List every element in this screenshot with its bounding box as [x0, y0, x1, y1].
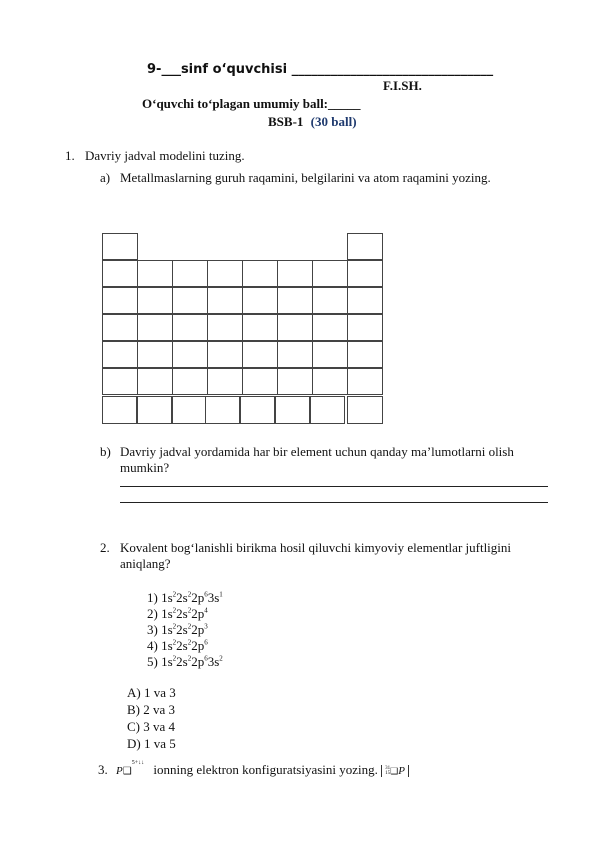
table-cell: [242, 260, 278, 287]
table-cell: [312, 341, 348, 368]
table-cell: [207, 287, 243, 314]
orbital-label: 2p: [191, 622, 205, 637]
bsb-label: BSB-1: [268, 114, 304, 129]
table-cell: [312, 368, 348, 395]
table-cell: [102, 314, 138, 341]
table-cell: [172, 396, 207, 424]
electron-count: 6: [204, 590, 208, 599]
electron-config-item: [147, 606, 208, 622]
electron-count: 6: [204, 654, 208, 663]
answer-option[interactable]: A) 1 va 3: [127, 685, 176, 700]
table-cell: [137, 314, 173, 341]
nuclide-box-glyph: ❑: [390, 766, 399, 776]
electron-count: 2: [187, 606, 192, 615]
q2-text-2: aniqlang?: [120, 556, 171, 571]
table-cell: [310, 396, 345, 424]
q3-line: [98, 762, 409, 778]
table-cell: [102, 396, 137, 424]
orbital-label: 1s: [161, 654, 173, 669]
q1b-text-2: mumkin?: [120, 460, 170, 475]
orbital-label: 1s: [161, 638, 173, 653]
table-cell: [277, 368, 313, 395]
q3-number: 3.: [98, 762, 108, 777]
electron-count: 3: [204, 622, 208, 631]
orbital-label: 2s: [176, 606, 188, 621]
q3-text: ionning elektron konfiguratsiyasini yozing.: [153, 762, 378, 777]
electron-count: 2: [187, 654, 192, 663]
q1b-text-1: Davriy jadval yordamida har bir element uchun qanday ma’lumotlarni olish: [120, 444, 514, 459]
table-cell: [137, 368, 173, 395]
ion-symbol: P: [116, 765, 123, 777]
table-cell: [102, 368, 138, 395]
atomic-number: 15: [385, 771, 391, 777]
table-cell: [312, 260, 348, 287]
answer-line-2[interactable]: [120, 502, 548, 503]
q1a-label: a): [100, 170, 111, 185]
electron-count: 2: [187, 622, 192, 631]
electron-count: 6: [204, 638, 208, 647]
table-cell: [277, 341, 313, 368]
ion-charge: 5+↓↓: [131, 760, 145, 766]
orbital-label: 2p: [191, 638, 205, 653]
table-cell: [137, 341, 173, 368]
table-cell: [102, 233, 138, 260]
fish-label: F.I.SH.: [383, 78, 422, 93]
electron-config-item: [147, 622, 208, 638]
ion-box-glyph: ❑: [122, 766, 132, 777]
q2-number: 2.: [100, 540, 110, 555]
electron-count: 2: [172, 606, 177, 615]
q1b-label: b): [100, 444, 111, 459]
orbital-label: 2p: [191, 606, 205, 621]
orbital-label: 1s: [161, 606, 173, 621]
table-cell: [275, 396, 310, 424]
config-number: 5): [147, 654, 162, 669]
orbital-label: 2p: [191, 654, 205, 669]
orbital-label: 1s: [161, 590, 173, 605]
table-cell: [137, 287, 173, 314]
config-number: 1): [147, 590, 162, 605]
bsb-title: [268, 114, 357, 130]
grade-student-line: 9-___sinf o‘quvchisi _______________________________: [147, 62, 494, 77]
table-cell: [312, 287, 348, 314]
table-cell: [242, 341, 278, 368]
table-cell: [242, 287, 278, 314]
mass-number: 31: [385, 766, 391, 772]
orbital-label: 2p: [191, 590, 205, 605]
table-cell: [312, 314, 348, 341]
electron-config-item: [147, 654, 223, 670]
q1a-text: Metallmaslarning guruh raqamini, belgilarini va atom raqamini yozing.: [120, 170, 491, 185]
orbital-label: 2s: [176, 590, 188, 605]
table-cell: [347, 260, 383, 287]
electron-count: 2: [187, 638, 192, 647]
orbital-label: 2s: [176, 638, 188, 653]
table-cell: [207, 341, 243, 368]
answer-option[interactable]: D) 1 va 5: [127, 736, 176, 751]
table-cell: [102, 287, 138, 314]
bsb-points: (30 ball): [310, 114, 357, 129]
table-cell: [205, 396, 240, 424]
table-cell: [242, 368, 278, 395]
table-cell: [137, 260, 173, 287]
electron-count: 2: [172, 590, 177, 599]
nuclide-notation: [381, 765, 409, 777]
electron-count: 2: [187, 590, 192, 599]
table-cell: [347, 314, 383, 341]
orbital-label: 2s: [176, 622, 188, 637]
table-cell: [207, 260, 243, 287]
nuclide-symbol: P: [398, 765, 405, 777]
table-cell: [172, 287, 208, 314]
total-score-line: O‘quvchi to‘plagan umumiy ball:_____: [142, 96, 361, 111]
electron-config-item: [147, 590, 223, 606]
electron-count: 4: [204, 606, 208, 615]
table-cell: [172, 260, 208, 287]
table-cell: [347, 287, 383, 314]
table-cell: [207, 368, 243, 395]
orbital-label: 3s: [207, 654, 220, 669]
table-cell: [347, 233, 383, 260]
table-cell: [102, 341, 138, 368]
electron-count: 2: [172, 638, 177, 647]
table-cell: [277, 287, 313, 314]
table-cell: [137, 396, 172, 424]
config-number: 3): [147, 622, 162, 637]
table-cell: [242, 314, 278, 341]
table-cell: [240, 396, 275, 424]
orbital-label: 3s: [207, 590, 220, 605]
electron-count: 2: [172, 622, 177, 631]
electron-count: 2: [219, 654, 223, 663]
table-cell: [102, 260, 138, 287]
config-number: 2): [147, 606, 162, 621]
table-cell: [277, 260, 313, 287]
table-cell: [207, 314, 243, 341]
electron-count: 2: [172, 654, 177, 663]
table-cell: [347, 341, 383, 368]
q2-text-1: Kovalent bog‘lanishli birikma hosil qiluvchi kimyoviy elementlar juftligini: [120, 540, 512, 555]
table-cell: [277, 314, 313, 341]
electron-count: 1: [219, 590, 223, 599]
orbital-label: 1s: [161, 622, 173, 637]
table-cell: [172, 314, 208, 341]
orbital-label: 2s: [176, 654, 188, 669]
answer-option[interactable]: B) 2 va 3: [127, 702, 176, 717]
answer-option[interactable]: C) 3 va 4: [127, 719, 176, 734]
q1-number: 1.: [65, 148, 75, 163]
answer-line-1[interactable]: [120, 486, 548, 487]
config-number: 4): [147, 638, 162, 653]
q1-text: Davriy jadval modelini tuzing.: [85, 148, 245, 163]
table-cell: [347, 368, 383, 395]
table-cell: [172, 341, 208, 368]
table-cell: [347, 396, 383, 424]
table-cell: [172, 368, 208, 395]
electron-config-item: [147, 638, 208, 654]
